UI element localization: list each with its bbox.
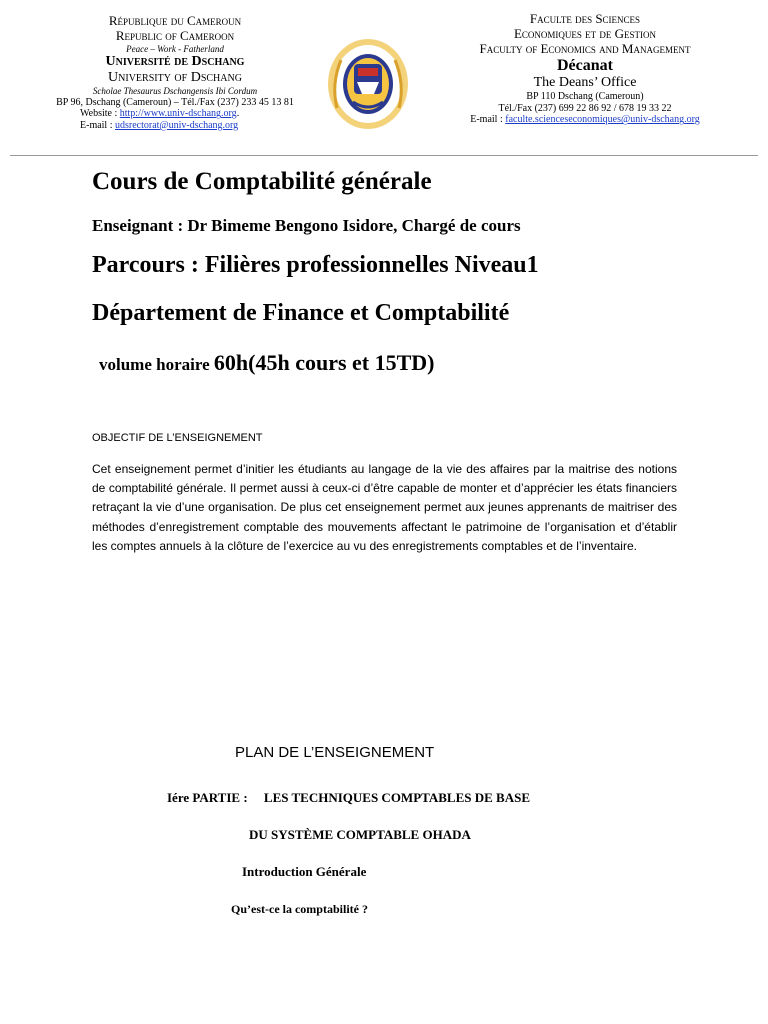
- email-line: [40, 120, 310, 132]
- university-fr: Université de Dschang: [105, 54, 245, 70]
- question-heading: Qu’est-ce la comptabilité ?: [231, 902, 368, 916]
- faculty-email-line: [420, 114, 750, 126]
- decanat: Décanat: [557, 56, 613, 74]
- plan-heading: PLAN DE L’ENSEIGNEMENT: [235, 744, 435, 761]
- faculty-en: Faculty of Economics and Management: [479, 40, 691, 56]
- volume-prefix: volume horaire: [99, 355, 214, 374]
- faculty-fr-line2: Economiques et de Gestion: [513, 25, 657, 41]
- email-label: E-mail :: [80, 119, 115, 131]
- header-right: [420, 12, 750, 126]
- latin-motto: Scholae Thesaurus Dschangensis Ibi Cordum: [92, 86, 258, 97]
- part1-title-line1: Iére PARTIE : LES TECHNIQUES COMPTABLES DE BASE: [167, 790, 531, 805]
- objective-paragraph: Cet enseignement permet d’initier les étudiants au langage de la vie des affaires par la maitrise des notions de comptabilité générale. Il permet aussi à ceux-ci d’être capable de monter et d’apprécier les états financiers retraçant la vie d’une organisation. De plus cet enseignement permet aux jeunes apprenants de maitriser des méthodes d’enregistrement comptable des mouvements affectant le patrimoine de l’organisation et d’établir les comptes annuels à la clôture de l’exercice au vu des enregistrements comptables et de l’inventaire.: [92, 462, 677, 553]
- teacher-line: Enseignant : Dr Bimeme Bengono Isidore, Chargé de cours: [92, 216, 521, 235]
- faculty-phone: Tél./Fax (237) 699 22 86 92 / 678 19 33 22: [498, 102, 672, 114]
- track-line: Parcours : Filières professionnelles Niveau1: [92, 252, 539, 278]
- faculty-fr-line1: Faculte des Sciences: [529, 11, 641, 26]
- part1-title-line2: DU SYSTÈME COMPTABLE OHADA: [249, 827, 471, 842]
- faculty-address: BP 110 Dschang (Cameroun): [526, 91, 644, 103]
- volume-value: 60h(45h cours et 15TD): [213, 350, 435, 375]
- university-en: University of Dschang: [108, 70, 242, 86]
- objective-heading: OBJECTIF DE L’ENSEIGNEMENT: [92, 432, 263, 444]
- header-divider: [10, 155, 758, 156]
- website-link[interactable]: http://www.univ-dschang.org: [119, 108, 237, 120]
- faculty-email-label: E-mail :: [470, 114, 506, 126]
- university-address: BP 96, Dschang (Cameroun) – Tél./Fax (237) 233 45 13 81: [56, 96, 294, 108]
- country-en: Republic of Cameroon: [115, 27, 235, 43]
- deans-office: The Deans’ Office: [533, 75, 637, 91]
- motto: Peace – Work - Fatherland: [126, 43, 224, 54]
- website-label: Website :: [80, 108, 120, 120]
- course-title: Cours de Comptabilité générale: [92, 168, 432, 195]
- website-suffix: .: [236, 108, 240, 120]
- department-line: Département de Finance et Comptabilité: [92, 300, 510, 326]
- header-left: [40, 14, 310, 131]
- intro-heading: Introduction Générale: [242, 864, 367, 879]
- university-seal-icon: [327, 38, 409, 130]
- volume-line: [99, 350, 435, 376]
- university-email-link[interactable]: udsrectorat@univ-dschang.org: [115, 119, 239, 131]
- website-line: [40, 108, 310, 120]
- faculty-email-link[interactable]: faculte.scienceseconomiques@univ-dschang.org: [505, 114, 700, 126]
- country-fr: République du Cameroun: [108, 13, 242, 28]
